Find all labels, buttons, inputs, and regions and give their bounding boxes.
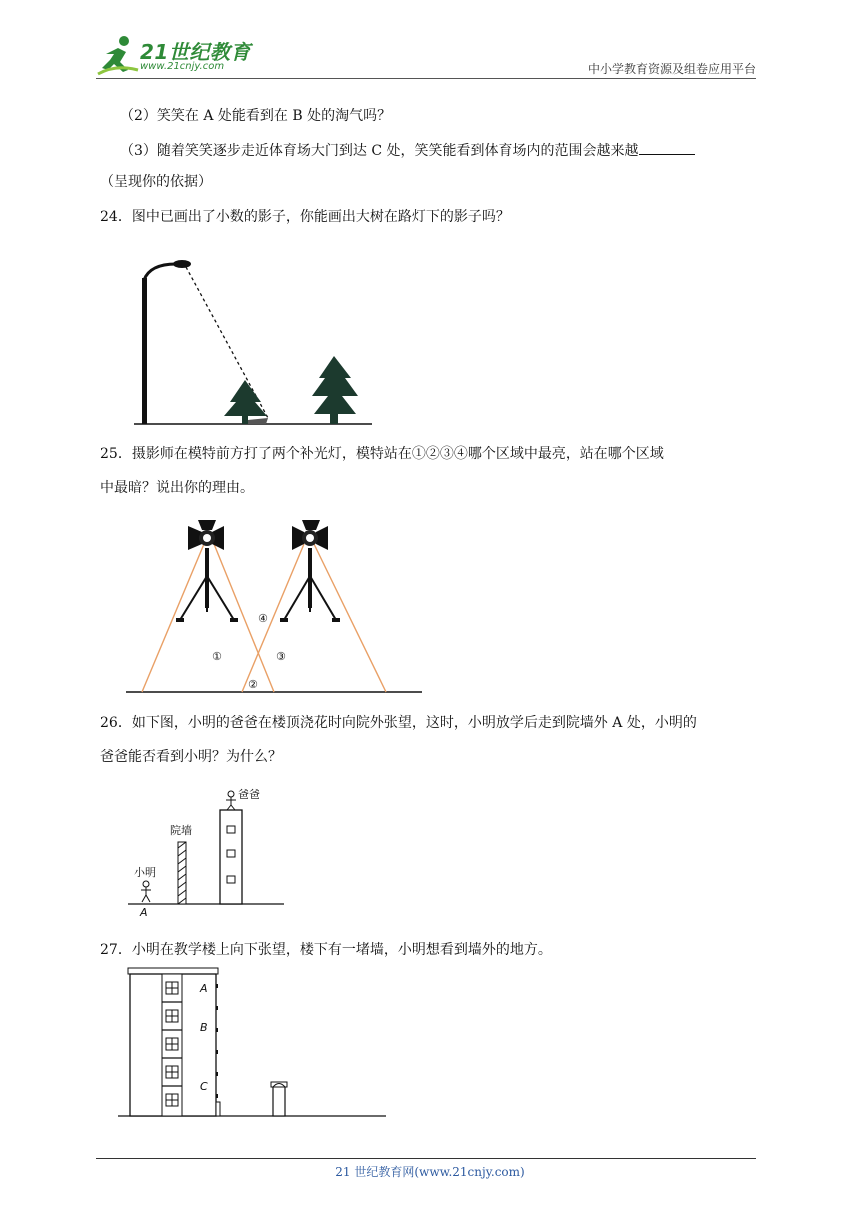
figure-streetlight-trees: [128, 252, 378, 428]
figure-fill-lights: [124, 512, 424, 698]
xiaoming-figure-icon: [141, 881, 151, 902]
question-23-part-3: [120, 140, 695, 161]
xiaoming-label: 小明: [134, 866, 156, 879]
header-divider: [96, 78, 756, 79]
dad-label: 爸爸: [238, 788, 260, 801]
logo: [96, 34, 266, 76]
page-header: [96, 30, 756, 80]
point-b-label: B: [200, 1021, 208, 1034]
big-tree-icon: [312, 356, 358, 424]
platform-name: 中小学教育资源及组卷应用平台: [587, 62, 756, 76]
left-lamp-icon: [176, 520, 238, 622]
logo-url: www.21cnjy.com: [140, 61, 225, 72]
question-23-part-3-text: （3）随着笑笑逐步走近体育场大门到达 C 处，笑笑能看到体育场内的范围会越来越: [120, 143, 639, 159]
region-3-label: ③: [276, 650, 286, 663]
region-2-label: ②: [248, 678, 258, 691]
question-23-note: （呈现你的依据）: [100, 174, 212, 190]
logo-text: 21世纪教育: [140, 40, 251, 64]
small-tree-icon: [224, 380, 267, 424]
answer-blank[interactable]: [639, 140, 695, 155]
point-a-label: A: [200, 982, 208, 995]
footer-divider: [96, 1158, 756, 1159]
question-26-line-2: 爸爸能否看到小明？为什么？: [100, 749, 282, 765]
question-26-line-1: 26．如下图，小明的爸爸在楼顶浇花时向院外张望，这时，小明放学后走到院墙外 A 处，小明的: [100, 715, 697, 731]
question-25-line-1: 25．摄影师在模特前方打了两个补光灯，模特站在①②③④哪个区域中最亮，站在哪个区域: [100, 446, 664, 462]
question-25-line-2: 中最暗？说出你的理由。: [100, 480, 254, 496]
figure-building-wall: [128, 784, 288, 920]
figure-school-building: [116, 966, 390, 1122]
region-1-label: ①: [212, 650, 222, 663]
point-c-label: C: [200, 1080, 208, 1093]
runner-logo-icon: [96, 34, 140, 76]
dad-figure-icon: [226, 791, 236, 810]
question-27: 27．小明在教学楼上向下张望，楼下有一堵墙，小明想看到墙外的地方。: [100, 942, 552, 958]
question-23-part-2: （2）笑笑在 A 处能看到在 B 处的淘气吗？: [120, 108, 392, 124]
point-a-label: A: [140, 906, 148, 919]
region-4-label: ④: [258, 612, 268, 625]
wall-label: 院墙: [170, 824, 192, 837]
wall-icon: [271, 1082, 287, 1116]
footer-text: 21 世纪教育网(www.21cnjy.com): [335, 1165, 525, 1179]
right-lamp-icon: [280, 520, 340, 622]
question-24: 24．图中已画出了小数的影子，你能画出大树在路灯下的影子吗？: [100, 209, 510, 225]
